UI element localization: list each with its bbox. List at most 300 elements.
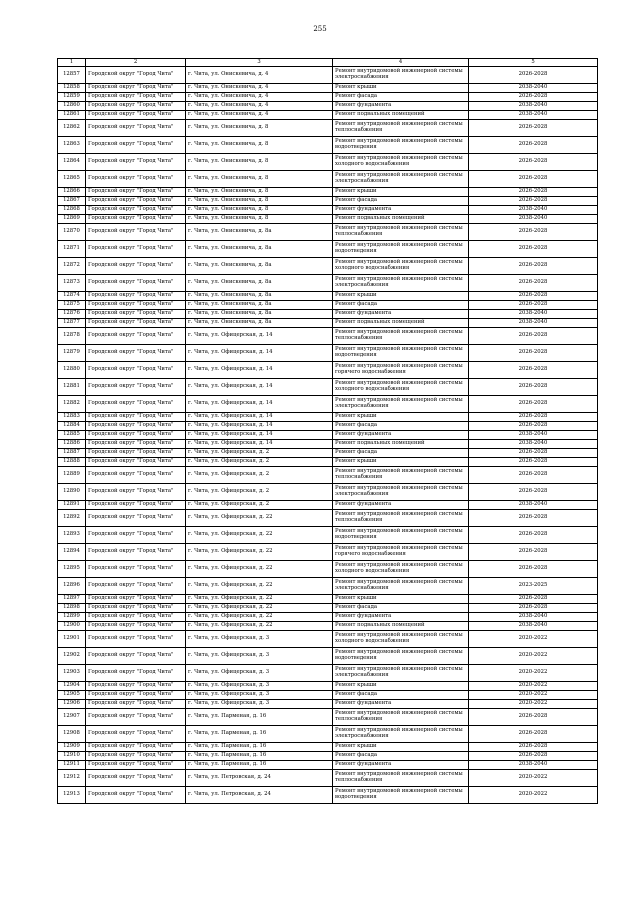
work-type-cell: Ремонт внутридомовой инженерной системы горячего водоснабжения: [333, 362, 469, 379]
municipality-cell: Городской округ "Город Чита": [86, 206, 186, 215]
period-cell: 2038-2040: [469, 622, 598, 631]
table-row: [58, 258, 598, 275]
municipality-cell: Городской округ "Город Чита": [86, 544, 186, 561]
address-cell: г. Чита, ул. Офицерская, д. 22: [186, 622, 333, 631]
row-number-cell: 12871: [58, 241, 86, 258]
municipality-cell: Городской округ "Город Чита": [86, 752, 186, 761]
period-cell: 2026-2028: [469, 258, 598, 275]
row-number-cell: 12875: [58, 301, 86, 310]
work-type-cell: Ремонт крыши: [333, 682, 469, 691]
work-type-cell: Ремонт фасада: [333, 422, 469, 431]
address-cell: г. Чита, ул. Офицерская, д. 14: [186, 431, 333, 440]
municipality-cell: Городской округ "Город Чита": [86, 345, 186, 362]
work-type-cell: Ремонт внутридомовой инженерной системы теплоснабжения: [333, 224, 469, 241]
address-cell: г. Чита, ул. Офицерская, д. 22: [186, 561, 333, 578]
work-type-cell: Ремонт подвальных помещений: [333, 440, 469, 449]
work-type-cell: Ремонт фундамента: [333, 761, 469, 770]
table-row: [58, 67, 598, 84]
municipality-cell: Городской округ "Город Чита": [86, 102, 186, 111]
period-cell: 2020-2022: [469, 682, 598, 691]
period-cell: 2026-2028: [469, 120, 598, 137]
row-number-cell: 12889: [58, 467, 86, 484]
table-row: [58, 362, 598, 379]
address-cell: г. Чита, ул. Парменая, д. 16: [186, 743, 333, 752]
work-type-cell: Ремонт внутридомовой инженерной системы электроснабжения: [333, 484, 469, 501]
table-row: [58, 578, 598, 595]
municipality-cell: Городской округ "Город Чита": [86, 67, 186, 84]
row-number-cell: 12897: [58, 595, 86, 604]
work-type-cell: Ремонт внутридомовой инженерной системы теплоснабжения: [333, 770, 469, 787]
row-number-cell: 12873: [58, 275, 86, 292]
address-cell: г. Чита, ул. Онискевича, д. 4: [186, 102, 333, 111]
address-cell: г. Чита, ул. Онискевича, д. 8а: [186, 292, 333, 301]
row-number-cell: 12881: [58, 379, 86, 396]
address-cell: г. Чита, ул. Онискевича, д. 8: [186, 206, 333, 215]
table-row: [58, 413, 598, 422]
period-cell: 2026-2028: [469, 561, 598, 578]
row-number-cell: 12876: [58, 310, 86, 319]
row-number-cell: 12883: [58, 413, 86, 422]
table-row: [58, 440, 598, 449]
period-cell: 2026-2028: [469, 709, 598, 726]
table-row: [58, 501, 598, 510]
work-type-cell: Ремонт крыши: [333, 188, 469, 197]
table-row: [58, 379, 598, 396]
table-row: [58, 319, 598, 328]
address-cell: г. Чита, ул. Онискевича, д. 8а: [186, 241, 333, 258]
row-number-cell: 12913: [58, 787, 86, 804]
work-type-cell: Ремонт внутридомовой инженерной системы водоотведения: [333, 648, 469, 665]
table-row: [58, 700, 598, 709]
municipality-cell: Городской округ "Город Чита": [86, 501, 186, 510]
row-number-cell: 12860: [58, 102, 86, 111]
address-cell: г. Чита, ул. Офицерская, д. 14: [186, 362, 333, 379]
municipality-cell: Городской округ "Город Чита": [86, 622, 186, 631]
work-type-cell: Ремонт крыши: [333, 743, 469, 752]
municipality-cell: Городской округ "Город Чита": [86, 484, 186, 501]
table-row: [58, 171, 598, 188]
work-type-cell: Ремонт фундамента: [333, 613, 469, 622]
table-row: [58, 682, 598, 691]
work-type-cell: Ремонт внутридомовой инженерной системы теплоснабжения: [333, 467, 469, 484]
capital-repair-table: [57, 58, 598, 804]
period-cell: 2026-2028: [469, 510, 598, 527]
address-cell: г. Чита, ул. Офицерская, д. 2: [186, 484, 333, 501]
table-row: [58, 292, 598, 301]
row-number-cell: 12901: [58, 631, 86, 648]
municipality-cell: Городской округ "Город Чита": [86, 440, 186, 449]
table-row: [58, 310, 598, 319]
period-cell: 2026-2028: [469, 67, 598, 84]
row-number-cell: 12882: [58, 396, 86, 413]
municipality-cell: Городской округ "Город Чита": [86, 224, 186, 241]
address-cell: г. Чита, ул. Офицерская, д. 22: [186, 604, 333, 613]
row-number-cell: 12900: [58, 622, 86, 631]
address-cell: г. Чита, ул. Онискевича, д. 8: [186, 137, 333, 154]
address-cell: г. Чита, ул. Петровская, д. 24: [186, 787, 333, 804]
row-number-cell: 12888: [58, 458, 86, 467]
table-row: [58, 484, 598, 501]
period-cell: 2026-2028: [469, 345, 598, 362]
period-cell: 2026-2028: [469, 154, 598, 171]
period-cell: 2026-2028: [469, 544, 598, 561]
work-type-cell: Ремонт фундамента: [333, 206, 469, 215]
row-number-cell: 12906: [58, 700, 86, 709]
work-type-cell: Ремонт внутридомовой инженерной системы электроснабжения: [333, 171, 469, 188]
work-type-cell: Ремонт внутридомовой инженерной системы электроснабжения: [333, 67, 469, 84]
municipality-cell: Городской округ "Город Чита": [86, 328, 186, 345]
municipality-cell: Городской округ "Город Чита": [86, 111, 186, 120]
period-cell: 2026-2028: [469, 396, 598, 413]
column-header: 1: [58, 59, 86, 67]
work-type-cell: Ремонт фундамента: [333, 431, 469, 440]
table-row: [58, 613, 598, 622]
table-row: [58, 527, 598, 544]
row-number-cell: 12863: [58, 137, 86, 154]
table-header-row: [58, 59, 598, 67]
table-row: [58, 328, 598, 345]
address-cell: г. Чита, ул. Офицерская, д. 3: [186, 648, 333, 665]
municipality-cell: Городской округ "Город Чита": [86, 379, 186, 396]
period-cell: 2026-2028: [469, 379, 598, 396]
municipality-cell: Городской округ "Город Чита": [86, 613, 186, 622]
address-cell: г. Чита, ул. Офицерская, д. 3: [186, 665, 333, 682]
address-cell: г. Чита, ул. Офицерская, д. 22: [186, 510, 333, 527]
table-row: [58, 544, 598, 561]
municipality-cell: Городской округ "Город Чита": [86, 458, 186, 467]
work-type-cell: Ремонт внутридомовой инженерной системы электроснабжения: [333, 275, 469, 292]
work-type-cell: Ремонт внутридомовой инженерной системы горячего водоснабжения: [333, 544, 469, 561]
period-cell: 2020-2022: [469, 787, 598, 804]
table-row: [58, 787, 598, 804]
municipality-cell: Городской округ "Город Чита": [86, 84, 186, 93]
period-cell: 2026-2028: [469, 484, 598, 501]
work-type-cell: Ремонт крыши: [333, 595, 469, 604]
table-row: [58, 84, 598, 93]
municipality-cell: Городской округ "Город Чита": [86, 422, 186, 431]
address-cell: г. Чита, ул. Офицерская, д. 14: [186, 396, 333, 413]
row-number-cell: 12866: [58, 188, 86, 197]
municipality-cell: Городской округ "Город Чита": [86, 396, 186, 413]
work-type-cell: Ремонт крыши: [333, 458, 469, 467]
municipality-cell: Городской округ "Город Чита": [86, 413, 186, 422]
work-type-cell: Ремонт внутридомовой инженерной системы электроснабжения: [333, 726, 469, 743]
municipality-cell: Городской округ "Город Чита": [86, 709, 186, 726]
table-row: [58, 275, 598, 292]
row-number-cell: 12892: [58, 510, 86, 527]
address-cell: г. Чита, ул. Офицерская, д. 14: [186, 328, 333, 345]
period-cell: 2038-2040: [469, 613, 598, 622]
work-type-cell: Ремонт внутридомовой инженерной системы теплоснабжения: [333, 328, 469, 345]
period-cell: 2026-2028: [469, 241, 598, 258]
table-row: [58, 137, 598, 154]
table-row: [58, 604, 598, 613]
work-type-cell: Ремонт подвальных помещений: [333, 111, 469, 120]
municipality-cell: Городской округ "Город Чита": [86, 310, 186, 319]
work-type-cell: Ремонт фундамента: [333, 310, 469, 319]
period-cell: 2020-2022: [469, 648, 598, 665]
municipality-cell: Городской округ "Город Чита": [86, 648, 186, 665]
address-cell: г. Чита, ул. Онискевича, д. 8а: [186, 301, 333, 310]
row-number-cell: 12874: [58, 292, 86, 301]
municipality-cell: Городской округ "Город Чита": [86, 301, 186, 310]
work-type-cell: Ремонт внутридомовой инженерной системы теплоснабжения: [333, 510, 469, 527]
municipality-cell: Городской округ "Город Чита": [86, 527, 186, 544]
period-cell: 2038-2040: [469, 215, 598, 224]
period-cell: 2026-2028: [469, 752, 598, 761]
address-cell: г. Чита, ул. Онискевича, д. 8а: [186, 275, 333, 292]
municipality-cell: Городской округ "Город Чита": [86, 787, 186, 804]
address-cell: г. Чита, ул. Офицерская, д. 14: [186, 379, 333, 396]
row-number-cell: 12909: [58, 743, 86, 752]
address-cell: г. Чита, ул. Парменая, д. 16: [186, 726, 333, 743]
period-cell: 2026-2028: [469, 362, 598, 379]
municipality-cell: Городской округ "Город Чита": [86, 604, 186, 613]
period-cell: 2038-2040: [469, 206, 598, 215]
municipality-cell: Городской округ "Город Чита": [86, 449, 186, 458]
row-number-cell: 12868: [58, 206, 86, 215]
work-type-cell: Ремонт фасада: [333, 449, 469, 458]
period-cell: 2026-2028: [469, 301, 598, 310]
table-row: [58, 422, 598, 431]
municipality-cell: Городской округ "Город Чита": [86, 154, 186, 171]
table-row: [58, 631, 598, 648]
period-cell: 2020-2022: [469, 631, 598, 648]
table-row: [58, 197, 598, 206]
table-row: [58, 458, 598, 467]
municipality-cell: Городской округ "Город Чита": [86, 188, 186, 197]
municipality-cell: Городской округ "Город Чита": [86, 120, 186, 137]
period-cell: 2026-2028: [469, 171, 598, 188]
table-row: [58, 622, 598, 631]
table-row: [58, 449, 598, 458]
row-number-cell: 12880: [58, 362, 86, 379]
period-cell: 2026-2028: [469, 595, 598, 604]
address-cell: г. Чита, ул. Офицерская, д. 14: [186, 440, 333, 449]
address-cell: г. Чита, ул. Онискевича, д. 8: [186, 171, 333, 188]
period-cell: 2026-2028: [469, 292, 598, 301]
municipality-cell: Городской округ "Город Чита": [86, 631, 186, 648]
work-type-cell: Ремонт внутридомовой инженерной системы водоотведения: [333, 527, 469, 544]
work-type-cell: Ремонт фасада: [333, 691, 469, 700]
table-row: [58, 188, 598, 197]
period-cell: 2038-2040: [469, 431, 598, 440]
period-cell: 2026-2028: [469, 413, 598, 422]
period-cell: 2038-2040: [469, 84, 598, 93]
municipality-cell: Городской округ "Город Чита": [86, 362, 186, 379]
work-type-cell: Ремонт крыши: [333, 292, 469, 301]
period-cell: 2020-2022: [469, 770, 598, 787]
work-type-cell: Ремонт внутридомовой инженерной системы холодного водоснабжения: [333, 154, 469, 171]
municipality-cell: Городской округ "Город Чита": [86, 197, 186, 206]
row-number-cell: 12859: [58, 93, 86, 102]
address-cell: г. Чита, ул. Петровская, д. 24: [186, 770, 333, 787]
table-row: [58, 467, 598, 484]
period-cell: 2038-2040: [469, 761, 598, 770]
municipality-cell: Городской округ "Город Чита": [86, 726, 186, 743]
table-row: [58, 301, 598, 310]
address-cell: г. Чита, ул. Офицерская, д. 3: [186, 691, 333, 700]
work-type-cell: Ремонт внутридомовой инженерной системы водоотведения: [333, 787, 469, 804]
table-row: [58, 726, 598, 743]
period-cell: 2026-2028: [469, 458, 598, 467]
address-cell: г. Чита, ул. Онискевича, д. 8а: [186, 319, 333, 328]
work-type-cell: Ремонт внутридомовой инженерной системы теплоснабжения: [333, 120, 469, 137]
row-number-cell: 12902: [58, 648, 86, 665]
address-cell: г. Чита, ул. Онискевича, д. 8: [186, 120, 333, 137]
address-cell: г. Чита, ул. Онискевича, д. 8: [186, 215, 333, 224]
row-number-cell: 12869: [58, 215, 86, 224]
row-number-cell: 12896: [58, 578, 86, 595]
address-cell: г. Чита, ул. Парменая, д. 16: [186, 761, 333, 770]
period-cell: 2026-2028: [469, 224, 598, 241]
work-type-cell: Ремонт внутридомовой инженерной системы электроснабжения: [333, 665, 469, 682]
row-number-cell: 12870: [58, 224, 86, 241]
period-cell: 2026-2028: [469, 604, 598, 613]
municipality-cell: Городской округ "Город Чита": [86, 595, 186, 604]
period-cell: 2026-2028: [469, 93, 598, 102]
work-type-cell: Ремонт фундамента: [333, 102, 469, 111]
table-row: [58, 345, 598, 362]
address-cell: г. Чита, ул. Онискевича, д. 4: [186, 111, 333, 120]
address-cell: г. Чита, ул. Офицерская, д. 22: [186, 595, 333, 604]
period-cell: 2026-2028: [469, 137, 598, 154]
table-row: [58, 206, 598, 215]
address-cell: г. Чита, ул. Офицерская, д. 22: [186, 527, 333, 544]
row-number-cell: 12887: [58, 449, 86, 458]
row-number-cell: 12865: [58, 171, 86, 188]
table-row: [58, 761, 598, 770]
table-row: [58, 561, 598, 578]
period-cell: 2026-2028: [469, 275, 598, 292]
period-cell: 2026-2028: [469, 328, 598, 345]
work-type-cell: Ремонт внутридомовой инженерной системы холодного водоснабжения: [333, 561, 469, 578]
period-cell: 2038-2040: [469, 111, 598, 120]
table-row: [58, 510, 598, 527]
work-type-cell: Ремонт внутридомовой инженерной системы холодного водоснабжения: [333, 631, 469, 648]
address-cell: г. Чита, ул. Офицерская, д. 3: [186, 631, 333, 648]
municipality-cell: Городской округ "Город Чита": [86, 682, 186, 691]
row-number-cell: 12905: [58, 691, 86, 700]
municipality-cell: Городской округ "Город Чита": [86, 275, 186, 292]
period-cell: 2026-2028: [469, 422, 598, 431]
work-type-cell: Ремонт подвальных помещений: [333, 215, 469, 224]
row-number-cell: 12908: [58, 726, 86, 743]
row-number-cell: 12899: [58, 613, 86, 622]
row-number-cell: 12904: [58, 682, 86, 691]
row-number-cell: 12862: [58, 120, 86, 137]
municipality-cell: Городской округ "Город Чита": [86, 761, 186, 770]
table-row: [58, 224, 598, 241]
table-row: [58, 752, 598, 761]
address-cell: г. Чита, ул. Онискевича, д. 8: [186, 197, 333, 206]
address-cell: г. Чита, ул. Офицерская, д. 2: [186, 458, 333, 467]
work-type-cell: Ремонт внутридомовой инженерной системы водоотведения: [333, 137, 469, 154]
table-row: [58, 431, 598, 440]
row-number-cell: 12907: [58, 709, 86, 726]
address-cell: г. Чита, ул. Офицерская, д. 3: [186, 700, 333, 709]
address-cell: г. Чита, ул. Онискевича, д. 8: [186, 154, 333, 171]
municipality-cell: Городской округ "Город Чита": [86, 578, 186, 595]
municipality-cell: Городской округ "Город Чита": [86, 93, 186, 102]
municipality-cell: Городской округ "Город Чита": [86, 691, 186, 700]
table-body: [58, 67, 598, 804]
municipality-cell: Городской округ "Город Чита": [86, 700, 186, 709]
municipality-cell: Городской округ "Город Чита": [86, 292, 186, 301]
row-number-cell: 12894: [58, 544, 86, 561]
row-number-cell: 12879: [58, 345, 86, 362]
row-number-cell: 12903: [58, 665, 86, 682]
table-row: [58, 93, 598, 102]
address-cell: г. Чита, ул. Онискевича, д. 4: [186, 84, 333, 93]
row-number-cell: 12867: [58, 197, 86, 206]
column-header: 5: [469, 59, 598, 67]
table-row: [58, 111, 598, 120]
work-type-cell: Ремонт внутридомовой инженерной системы водоотведения: [333, 345, 469, 362]
table-row: [58, 691, 598, 700]
address-cell: г. Чита, ул. Офицерская, д. 14: [186, 345, 333, 362]
row-number-cell: 12912: [58, 770, 86, 787]
table-row: [58, 709, 598, 726]
period-cell: 2026-2028: [469, 197, 598, 206]
row-number-cell: 12861: [58, 111, 86, 120]
row-number-cell: 12877: [58, 319, 86, 328]
row-number-cell: 12890: [58, 484, 86, 501]
municipality-cell: Городской округ "Город Чита": [86, 215, 186, 224]
table-row: [58, 770, 598, 787]
period-cell: 2038-2040: [469, 501, 598, 510]
table-row: [58, 665, 598, 682]
period-cell: 2023-2025: [469, 578, 598, 595]
address-cell: г. Чита, ул. Онискевича, д. 8а: [186, 258, 333, 275]
work-type-cell: Ремонт крыши: [333, 84, 469, 93]
municipality-cell: Городской округ "Город Чита": [86, 319, 186, 328]
period-cell: 2026-2028: [469, 726, 598, 743]
period-cell: 2026-2028: [469, 527, 598, 544]
municipality-cell: Городской округ "Город Чита": [86, 258, 186, 275]
work-type-cell: Ремонт фасада: [333, 197, 469, 206]
municipality-cell: Городской округ "Город Чита": [86, 171, 186, 188]
row-number-cell: 12884: [58, 422, 86, 431]
work-type-cell: Ремонт фасада: [333, 752, 469, 761]
municipality-cell: Городской округ "Город Чита": [86, 510, 186, 527]
table-row: [58, 595, 598, 604]
period-cell: 2038-2040: [469, 310, 598, 319]
period-cell: 2026-2028: [469, 449, 598, 458]
work-type-cell: Ремонт фундамента: [333, 700, 469, 709]
row-number-cell: 12886: [58, 440, 86, 449]
period-cell: 2020-2022: [469, 691, 598, 700]
work-type-cell: Ремонт внутридомовой инженерной системы теплоснабжения: [333, 709, 469, 726]
row-number-cell: 12910: [58, 752, 86, 761]
work-type-cell: Ремонт внутридомовой инженерной системы водоотведения: [333, 241, 469, 258]
address-cell: г. Чита, ул. Онискевича, д. 8а: [186, 224, 333, 241]
table-row: [58, 396, 598, 413]
municipality-cell: Городской округ "Город Чита": [86, 743, 186, 752]
work-type-cell: Ремонт внутридомовой инженерной системы электроснабжения: [333, 396, 469, 413]
table-row: [58, 743, 598, 752]
municipality-cell: Городской округ "Город Чита": [86, 561, 186, 578]
municipality-cell: Городской округ "Город Чита": [86, 467, 186, 484]
period-cell: 2026-2028: [469, 188, 598, 197]
column-header: 3: [186, 59, 333, 67]
period-cell: 2038-2040: [469, 440, 598, 449]
address-cell: г. Чита, ул. Офицерская, д. 2: [186, 467, 333, 484]
address-cell: г. Чита, ул. Офицерская, д. 22: [186, 578, 333, 595]
column-header: 4: [333, 59, 469, 67]
period-cell: 2038-2040: [469, 102, 598, 111]
address-cell: г. Чита, ул. Офицерская, д. 22: [186, 613, 333, 622]
